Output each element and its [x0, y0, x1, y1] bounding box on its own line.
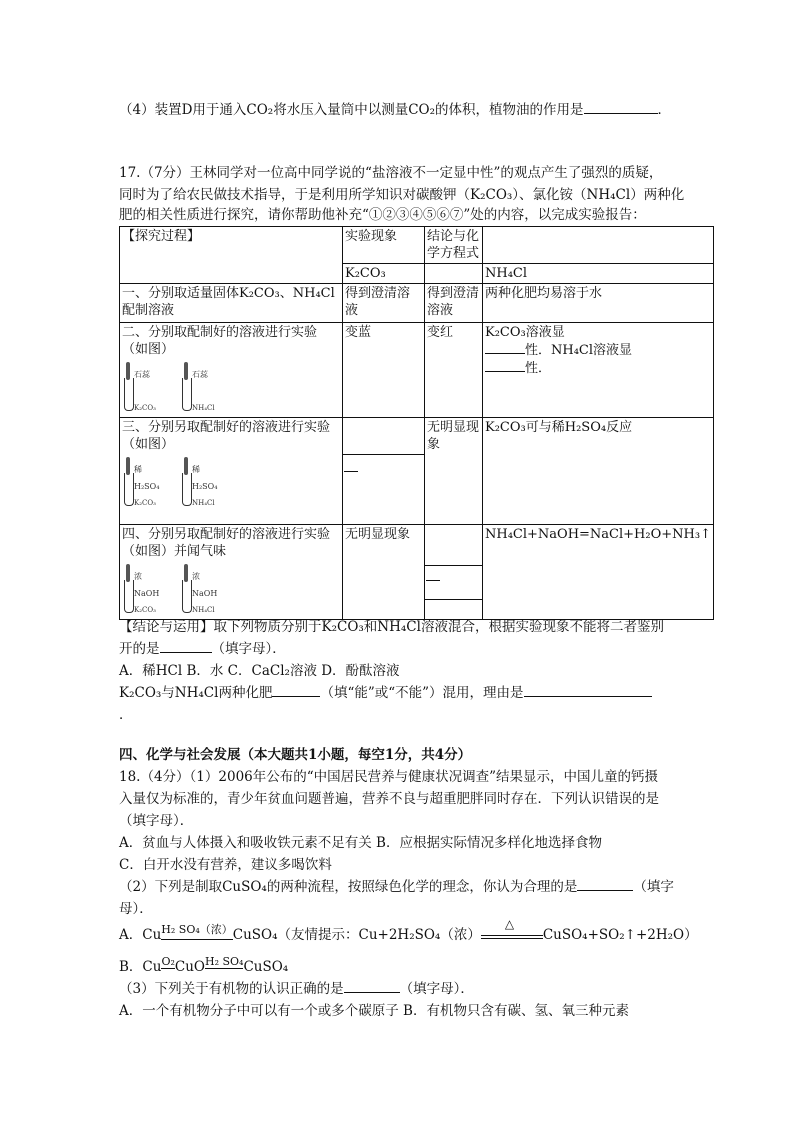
row4-conclusion: NH₄Cl+NaOH=NaCl+H₂O+NH₃↑: [483, 525, 714, 620]
q17-application-2: 开的是 （填字母）．: [119, 641, 286, 657]
q16-part4: （4）装置D用于通入CO₂将水压入量筒中以测量CO₂的体积，植物油的作用是 ．: [119, 102, 672, 118]
header-phenomenon: 实验现象: [343, 227, 425, 264]
answer-blank-green[interactable]: [577, 878, 633, 891]
heat-equals-sign: △: [481, 927, 543, 939]
row3-conclusion: K₂CO₃可与稀H₂SO₄反应: [483, 418, 714, 525]
q18-line-6: （2）下列是制取CuSO₄的两种流程，按照绿色化学的理念，你认为合理的是 （填字: [119, 879, 674, 895]
header-empty: [483, 227, 714, 264]
row3-nh4cl: 无明显现象: [425, 418, 483, 525]
header-blank: [425, 264, 483, 284]
answer-blank-acidity-2[interactable]: [485, 359, 525, 372]
row4-process: 四、分别另取配制好的溶液进行实验（如图）并闻气味 浓NaOH K₂CO₃ 浓NaOH NH₄Cl: [120, 525, 343, 620]
row3-k2co3[interactable]: [343, 418, 425, 525]
q17-mix: K₂CO₃与NH₄Cl两种化肥 （填“能”或“不能”）混用，理由是: [119, 684, 652, 702]
q18-line-3: （填字母）．: [119, 813, 194, 829]
flow-b-arrow-2: H₂ SO₄: [204, 955, 244, 968]
header-k2co3: K₂CO₃: [343, 264, 425, 284]
row2-conclusion: K₂CO₃溶液显 性．NH₄Cl溶液显 性．: [483, 323, 714, 418]
section-4-title: 四、化学与社会发展（本大题共1小题，每空1分，共4分）: [119, 747, 472, 763]
q18-line-1: 18.（4分）（1）2006年公布的“中国居民营养与健康状况调查”结果显示，中国儿童的钙摄: [119, 769, 659, 785]
experiment-table: [119, 226, 714, 620]
answer-blank[interactable]: [584, 101, 658, 114]
row1-process: 一、分别取适量固体K₂CO₃、NH₄Cl配制溶液: [120, 284, 343, 323]
row4-nh4cl[interactable]: [425, 525, 483, 620]
q17-application-1: 【结论与运用】取下列物质分别于K₂CO₃和NH₄Cl溶液混合，根据实验现象不能将二者鉴别: [119, 619, 664, 635]
q18-line-2: 入量仅为标准的，青少年贫血问题普遍，营养不良与超重肥胖同时存在．下列认识错误的是: [119, 791, 659, 807]
q18-line-7: 母）．: [119, 901, 153, 917]
row2-k2co3: 变蓝: [343, 323, 425, 418]
q18-line-5: C．白开水没有营养，建议多喝饮料: [119, 857, 332, 873]
q17-intro-2: 同时为了给农民做技术指导，于是利用所学知识对碳酸钾（K₂CO₃）、氯化铵（NH₄Cl）两种化: [119, 187, 685, 203]
acid-figure: 稀H₂SO₄ K₂CO₃ 稀H₂SO₄ NH₄Cl: [122, 457, 340, 507]
q17-options: A．稀HCl B．水 C．CaCl₂溶液 D．酚酞溶液: [119, 663, 400, 679]
q18-line-10: A．一个有机物分子中可以有一个或多个碳原子 B．有机物只含有碳、氢、氧三种元素: [119, 1003, 629, 1019]
row4-k2co3: 无明显现象: [343, 525, 425, 620]
row2-process: 二、分别取配制好的溶液进行实验（如图） 石蕊 K₂CO₃ 石蕊 NH₄Cl: [120, 323, 343, 418]
answer-blank-organic[interactable]: [344, 980, 400, 993]
flow-b-arrow-1: O₂: [161, 955, 175, 968]
header-conclusion: 结论与化学方程式: [425, 227, 483, 264]
flow-a: A．CuH₂ SO₄（浓）CuSO₄（友情提示：Cu+2H₂SO₄（浓） △ CuSO₄+SO₂↑+2H₂O）: [119, 917, 698, 943]
q18-line-4: A．贫血与人体摄入和吸收铁元素不足有关 B．应根据实际情况多样化地选择食物: [119, 835, 602, 851]
answer-blank-reason[interactable]: [524, 684, 652, 697]
row3-process: 三、分别另取配制好的溶液进行实验（如图） 稀H₂SO₄ K₂CO₃ 稀H₂SO₄ NH₄Cl: [120, 418, 343, 525]
answer-blank-mix[interactable]: [272, 684, 320, 697]
q17-mix-end: ．: [119, 707, 133, 723]
litmus-figure: 石蕊 K₂CO₃ 石蕊 NH₄Cl: [122, 362, 340, 412]
row1-nh4cl: 得到澄清溶液: [425, 284, 483, 323]
answer-blank-acidity-1[interactable]: [485, 341, 525, 354]
header-process: 【探究过程】: [120, 227, 343, 284]
row1-conclusion: 两种化肥均易溶于水: [483, 284, 714, 323]
header-nh4cl: NH₄Cl: [483, 264, 714, 284]
flow-b: B．$Cu^{O_2}CuO^{H_2 SO_4}CuSO_4$: [119, 955, 289, 975]
row1-k2co3: 得到澄清溶液: [343, 284, 425, 323]
answer-blank-identify[interactable]: [160, 640, 212, 653]
q18-line-9: （3）下列关于有机物的认识正确的是 （填字母）．: [119, 981, 474, 997]
flow-a-arrow: H₂ SO₄（浓）: [161, 921, 232, 940]
q17-intro-3: 肥的相关性质进行探究，请你帮助他补充“①②③④⑤⑥⑦”处的内容，以完成实验报告：: [119, 207, 646, 223]
q17-intro-1: 17.（7分）王林同学对一位高中同学说的“盐溶液不一定显中性”的观点产生了强烈的质疑，: [119, 165, 663, 181]
row2-nh4cl: 变红: [425, 323, 483, 418]
naoh-figure: 浓NaOH K₂CO₃ 浓NaOH NH₄Cl: [122, 564, 340, 614]
